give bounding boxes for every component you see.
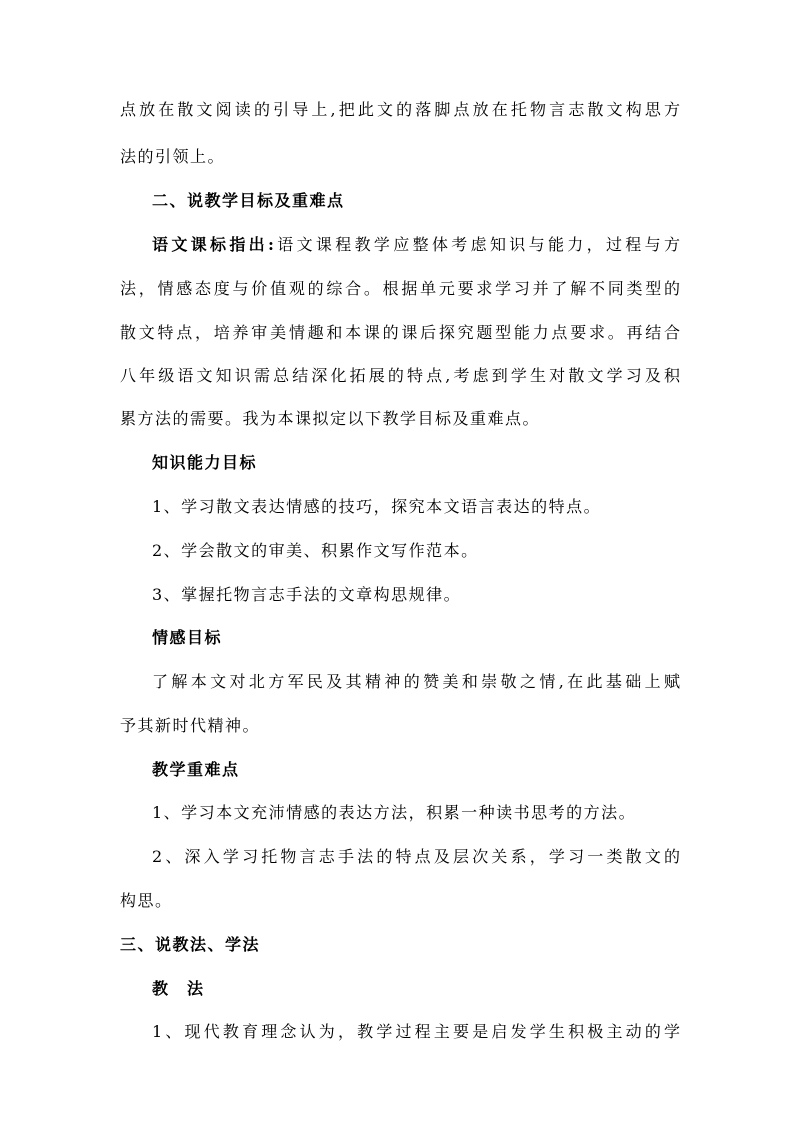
paragraph-line: 散文特点，培养审美情趣和本课的课后探究题型能力点要求。再结合 [120, 323, 680, 342]
section-heading-3: 三、说教法、学法 [120, 935, 261, 954]
paragraph-line: 构思。 [120, 891, 173, 910]
list-item: 3、掌握托物言志手法的文章构思规律。 [152, 585, 462, 604]
paragraph-line: 予其新时代精神。 [120, 716, 261, 735]
subheading-emotion: 情感目标 [152, 628, 223, 647]
paragraph-line: 法，情感态度与价值观的综合。根据单元要求学习并了解不同类型的 [120, 279, 680, 298]
paragraph-line: 了解本文对北方军民及其精神的赞美和崇敬之情,在此基础上赋 [152, 672, 680, 691]
subheading-difficulty: 教学重难点 [152, 760, 240, 779]
paragraph-line: 八年级语文知识需总结深化拓展的特点,考虑到学生对散文学习及积 [120, 366, 680, 385]
list-item: 2、学会散文的审美、积累作文写作范本。 [152, 541, 479, 560]
list-item: 1、现代教育理念认为，教学过程主要是启发学生积极主动的学 [152, 1022, 680, 1041]
paragraph-text: 语文课程教学应整体考虑知识与能力，过程与方 [273, 235, 680, 254]
list-item: 2、深入学习托物言志手法的特点及层次关系，学习一类散文的 [152, 847, 680, 866]
paragraph-line: 点放在散文阅读的引导上,把此文的落脚点放在托物言志散文构思方 [120, 100, 680, 119]
paragraph-line [152, 235, 680, 255]
section-heading-2: 二、说教学目标及重难点 [152, 191, 345, 210]
paragraph-line: 法的引领上。 [120, 147, 226, 166]
subheading-method: 教 法 [152, 979, 205, 998]
list-item: 1、学习本文充沛情感的表达方法，积累一种读书思考的方法。 [152, 803, 637, 822]
lead-label: 语文课标指出: [152, 235, 274, 254]
subheading-knowledge: 知识能力目标 [152, 453, 258, 472]
paragraph-line: 累方法的需要。我为本课拟定以下教学目标及重难点。 [120, 409, 541, 428]
list-item: 1、学习散文表达情感的技巧，探究本文语言表达的特点。 [152, 497, 602, 516]
